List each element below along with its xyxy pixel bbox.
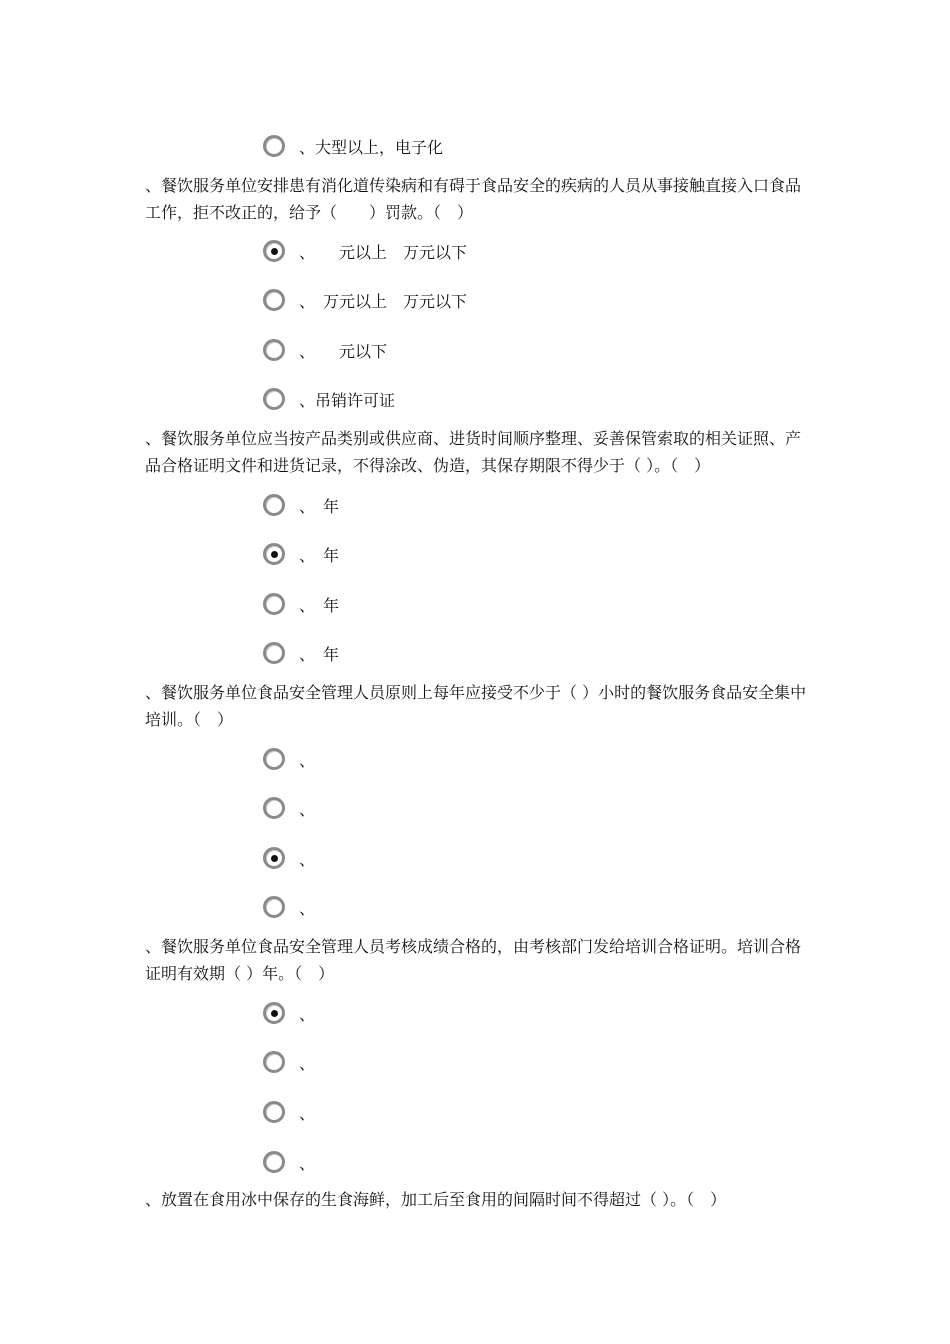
option-label: 、 万元以上 万元以下 (299, 291, 468, 311)
q4-option-4[interactable] (263, 1147, 315, 1177)
radio-button-icon[interactable] (263, 642, 285, 664)
q4-option-1[interactable] (263, 998, 315, 1028)
radio-button-checked-icon[interactable] (263, 847, 285, 869)
q2-option-1[interactable] (263, 490, 339, 520)
q2-option-3[interactable] (263, 589, 339, 619)
option-label: 、 (299, 849, 316, 869)
option-label: 、大型以上，电子化 (299, 137, 444, 157)
q1-option-3[interactable] (263, 335, 387, 365)
question-text: 、餐饮服务单位应当按产品类别或供应商、进货时间顺序整理、妥善保管索取的相关证照、产品合格证明文件和进货记录，不得涂改、伪造，其保存期限不得少于（ ）。（ ） (145, 429, 802, 475)
option-label: 、 (299, 1103, 316, 1123)
radio-button-icon[interactable] (263, 289, 285, 311)
question-text: 、餐饮服务单位食品安全管理人员考核成绩合格的，由考核部门发给培训合格证明。培训合格证明有效期（ ）年。（ ） (145, 937, 802, 983)
q3-option-3[interactable] (263, 843, 315, 873)
q4-option-2[interactable] (263, 1047, 315, 1077)
option-label: 、 (299, 1153, 316, 1173)
radio-button-icon[interactable] (263, 797, 285, 819)
radio-button-checked-icon[interactable] (263, 543, 285, 565)
q1-option-1[interactable] (263, 236, 467, 266)
q1-option-4[interactable] (263, 384, 395, 414)
q3-option-4[interactable] (263, 892, 315, 922)
radio-button-icon[interactable] (263, 1101, 285, 1123)
radio-button-icon[interactable] (263, 388, 285, 410)
radio-button-icon[interactable] (263, 1151, 285, 1173)
radio-button-icon[interactable] (263, 494, 285, 516)
q2-option-2[interactable] (263, 539, 339, 569)
q1-option-2[interactable] (263, 285, 467, 315)
option-label: 、 年 (299, 496, 340, 516)
question-text: 、餐饮服务单位安排患有消化道传染病和有碍于食品安全的疾病的人员从事接触直接入口食品工作，拒不改正的，给予（ ）罚款。（ ） (145, 176, 802, 222)
option-label: 、 (299, 1004, 316, 1024)
q2-option-4[interactable] (263, 638, 339, 668)
radio-button-icon[interactable] (263, 1051, 285, 1073)
q3-option-1[interactable] (263, 744, 315, 774)
radio-button-icon[interactable] (263, 593, 285, 615)
option-label: 、 (299, 799, 316, 819)
radio-button-icon[interactable] (263, 748, 285, 770)
q3-option-2[interactable] (263, 793, 315, 823)
option-label: 、 元以下 (299, 341, 388, 361)
option-label: 、 (299, 1053, 316, 1073)
radio-button-icon[interactable] (263, 135, 285, 157)
option-label: 、 年 (299, 545, 340, 565)
radio-button-icon[interactable] (263, 339, 285, 361)
radio-button-icon[interactable] (263, 896, 285, 918)
q0-option-1[interactable] (263, 131, 443, 161)
option-label: 、 元以上 万元以下 (299, 242, 468, 262)
question-text: 、放置在食用冰中保存的生食海鲜，加工后至食用的间隔时间不得超过（ ）。（ ） (145, 1190, 727, 1209)
option-label: 、 (299, 898, 316, 918)
radio-button-checked-icon[interactable] (263, 240, 285, 262)
option-label: 、 (299, 750, 316, 770)
option-label: 、 年 (299, 644, 340, 664)
option-label: 、 年 (299, 595, 340, 615)
option-label: 、吊销许可证 (299, 390, 396, 410)
q4-option-3[interactable] (263, 1097, 315, 1127)
radio-button-checked-icon[interactable] (263, 1002, 285, 1024)
question-text: 、餐饮服务单位食品安全管理人员原则上每年应接受不少于（ ）小时的餐饮服务食品安全集中培训。（ ） (145, 683, 807, 729)
